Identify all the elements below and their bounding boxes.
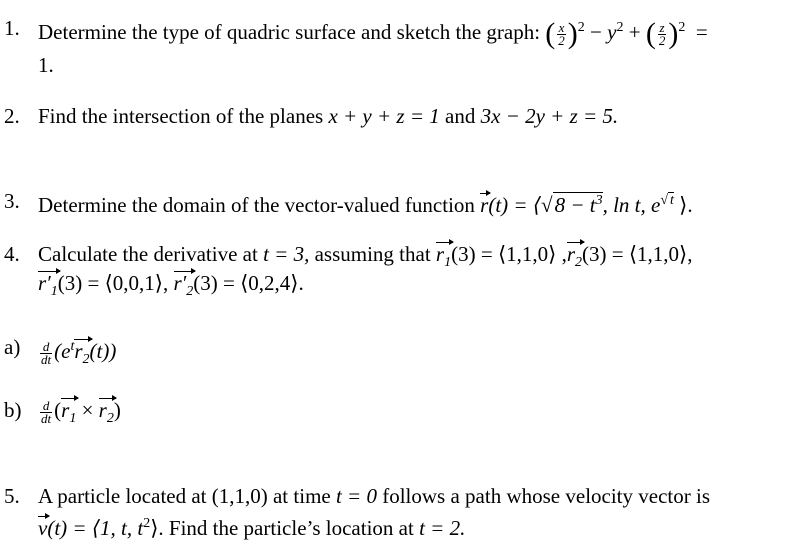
part-label: b) [4, 398, 22, 422]
problem-number: 4. [4, 242, 20, 266]
part-label: a) [4, 335, 21, 359]
problem-number: 1. [4, 16, 20, 40]
problem-text: Determine the type of quadric surface and sketch the graph: ( $\frac{x}{2}$ )$^2 - y^2$ + ( $\frac{z}{2}$ )$^2$ = [38, 17, 708, 51]
problem-rhs: 1. [38, 53, 54, 77]
problem-number: 5. [4, 484, 20, 508]
problem-number: 2. [4, 104, 20, 128]
problem-number: 3. [4, 189, 20, 213]
